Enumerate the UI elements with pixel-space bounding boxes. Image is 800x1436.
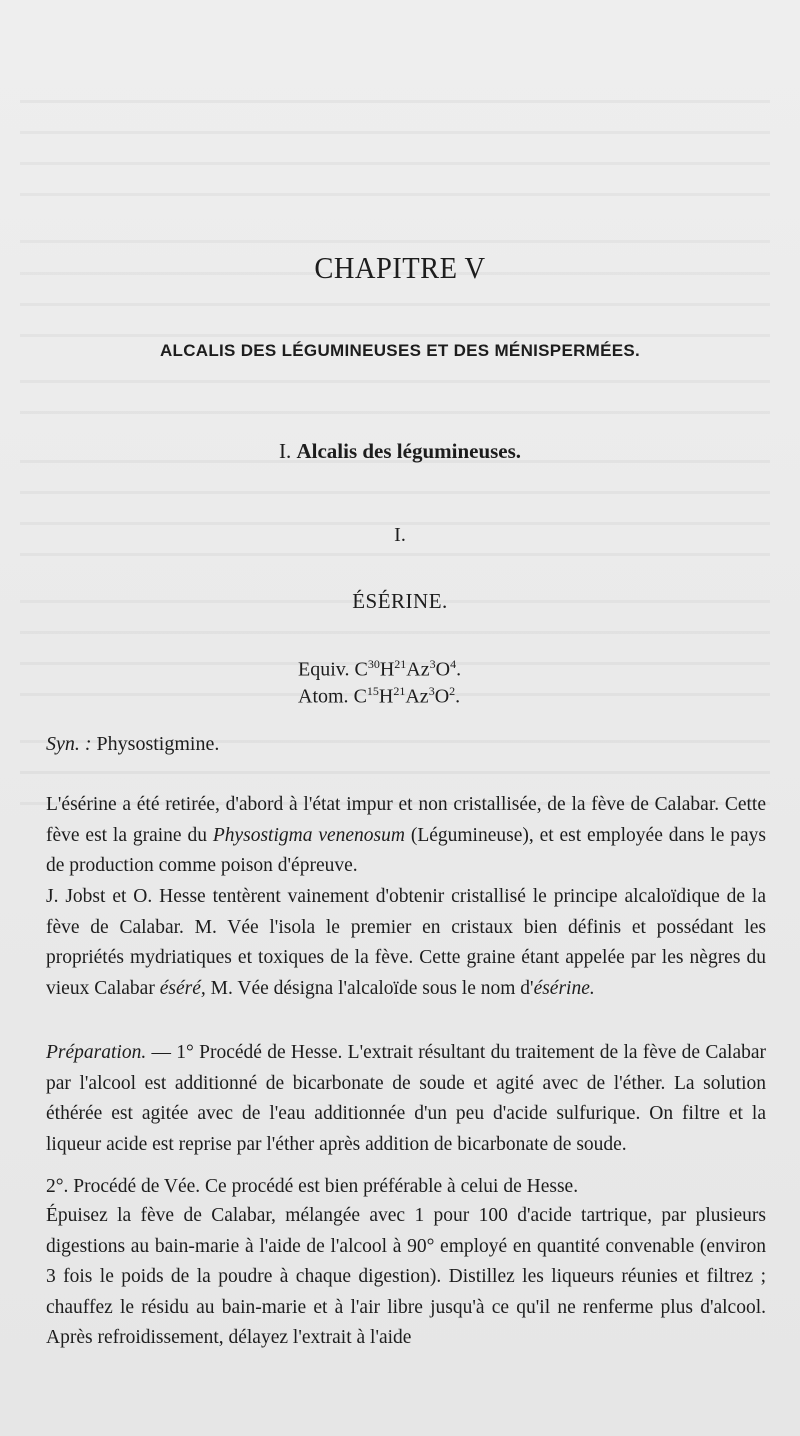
formula-element: Az [406, 658, 430, 681]
section-heading [0, 439, 800, 464]
synonym-line [46, 733, 219, 756]
formula-element: H [379, 658, 395, 681]
native-name: éséré, [159, 977, 206, 999]
atom-label: Atom. [298, 685, 349, 708]
paragraph-text: (Légumineuse), et est employée dans le pays de production comme poison d'épreuve. [46, 824, 766, 876]
synonym-label: Syn. : [46, 733, 92, 755]
equiv-formula: Equiv. $C^{30}H^{21}Az^3O^4$. [298, 657, 462, 681]
section-title: Alcalis des légumineuses. [296, 439, 522, 463]
paragraph-history [46, 882, 766, 1004]
formula-subscript: 3 [429, 657, 436, 671]
section-number: I. [278, 439, 292, 463]
formula-subscript: 30 [367, 657, 380, 671]
paragraph-procede-vee-details: Épuisez la fève de Calabar, mélangée avec 1 pour 100 d'acide tartrique, par plusieurs digestions au bain-marie à l'aide de l'alcool à 90° employé en quantité convenable (environ 3 fois le poids de la poudre à chaque digestion). Distillez les liqueurs réunies et filtrez ; chauffez le résidu au bain-marie et à l'air libre jusqu'à ce qu'il ne renferme plus d'alcool. Après refroidissement, délayez l'extrait à l'aide [46, 1205, 766, 1348]
formula-subscript: 21 [393, 684, 406, 698]
formula-subscript: 21 [394, 657, 407, 671]
formula-subscript: 2 [449, 684, 456, 698]
formula-element: C [353, 685, 367, 708]
atom-formula: Atom. $C^{15}H^{21}Az^3O^2$. [298, 684, 461, 708]
formula-element: O [434, 685, 450, 708]
alkaloid-name: ésérine. [533, 977, 595, 999]
synonym-value: Physostigmine. [96, 733, 220, 755]
paragraph-preparation-hesse [46, 1038, 766, 1160]
paragraph-origin [46, 790, 766, 882]
equiv-label: Equiv. [298, 658, 350, 681]
preparation-label: Préparation. [46, 1042, 147, 1063]
subsection-number: I. [394, 524, 406, 546]
formula-subscript: 4 [450, 657, 457, 671]
species-name: Physostigma venenosum [212, 824, 405, 846]
formula-element: H [378, 685, 394, 708]
paragraph-text: L'ésérine a été retirée, d'abord à l'état impur et non cristallisée, de la fève de Calabar. Cette fève est la graine du [46, 794, 766, 846]
formula-element: Az [405, 685, 429, 708]
paragraph-text: M. Vée désigna l'alcaloïde sous le nom d' [205, 977, 534, 999]
paragraph-text: J. Jobst et O. Hesse tentèrent vainement d'obtenir cristallisé le principe alcaloïdique de la fève de Calabar. M. Vée l'isola le premier en cristaux bien définis et possédant les propriétés mydriatiques et toxiques de la fève. Cette graine étant appelée par les nègres du vieux Calabar [46, 886, 766, 999]
formula-subscript: 15 [366, 684, 379, 698]
formula-element: O [435, 658, 451, 681]
formula-subscript: 3 [428, 684, 435, 698]
paragraph-text: — 1° Procédé de Hesse. L'extrait résultant du traitement de la fève de Calabar par l'alcool est additionné de bicarbonate de soude et agité avec de l'éther. La solution éthérée est agitée avec de l'eau additionnée d'un peu d'acide sulfurique. On filtre et la liqueur acide est reprise par l'éther après addition de bicarbonate de soude. [46, 1042, 766, 1155]
compound-name: ÉSÉRINE. [352, 589, 448, 613]
paragraph-procede-vee: 2°. Procédé de Vée. Ce procédé est bien préférable à celui de Hesse. [46, 1176, 579, 1197]
chapter-subtitle: ALCALIS DES LÉGUMINEUSES ET DES MÉNISPERMÉES. [159, 341, 641, 360]
chapter-title: CHAPITRE V [314, 250, 486, 285]
formula-element: C [354, 658, 368, 681]
